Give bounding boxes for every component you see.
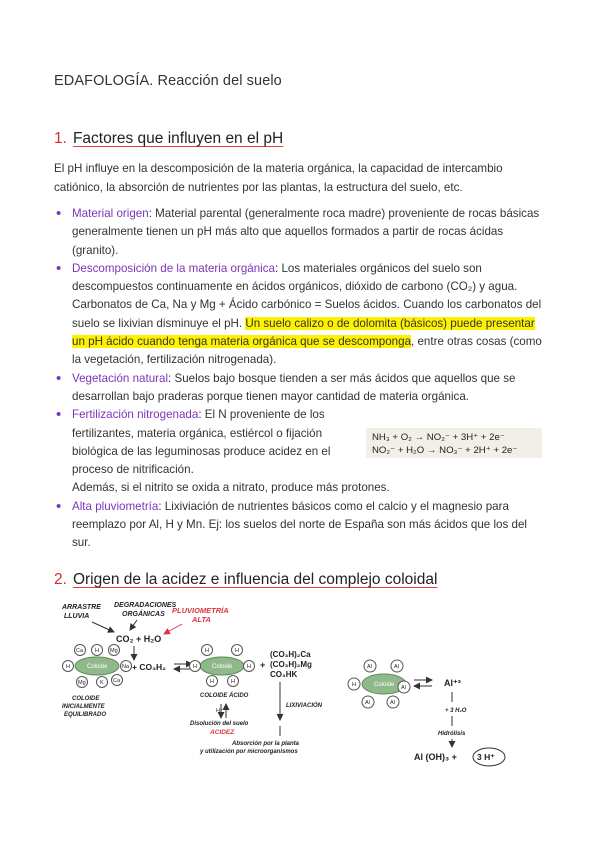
cation-al-label: Al	[367, 664, 372, 670]
product-mg: (CO₃H)₂Mg	[270, 660, 312, 669]
h2o-label: + 3 H₂O	[445, 708, 467, 714]
cation-al-label: Al	[394, 664, 399, 670]
section-2-title: Origen de la acidez e influencia del complejo coloidal	[72, 571, 438, 588]
document-title: EDAFOLOGÍA. Reacción del suelo	[54, 73, 282, 89]
pluviometria-label: PLUVIOMETRÍA	[172, 606, 229, 615]
colloid-acid-label: COLOIDE ÁCIDO	[200, 693, 249, 699]
equation-line: NO₂⁻ + H₂O → NO₃⁻ + 2H⁺ + 2e⁻	[372, 445, 518, 456]
cation-h-label: H	[95, 648, 99, 654]
cation-h-label: H	[66, 664, 70, 670]
section-2-number: 2.	[54, 571, 67, 588]
list-item	[54, 498, 544, 553]
acidez-label: ACIDEZ	[210, 729, 235, 736]
hidrolisis-label: Hidrólisis	[438, 731, 466, 737]
colloid-eq-label-3: EQUILIBRADO	[64, 712, 106, 718]
section-1-title: Factores que influyen en el pH	[72, 130, 284, 147]
section-1-heading	[54, 130, 283, 148]
absorcion-label-2: y utilización por microorganismos	[200, 749, 298, 755]
cation-al-label: Al	[401, 685, 406, 691]
list-item	[54, 260, 544, 370]
nitrification-equations	[366, 428, 542, 458]
cation-na-label: Na	[122, 664, 130, 670]
cation-al-label: Al	[365, 700, 370, 706]
alta-label: ALTA	[192, 615, 211, 624]
cation-h-label: H	[193, 664, 197, 670]
cation-h-label: H	[247, 664, 251, 670]
colloid-eq-label-1: COLOIDE	[72, 696, 100, 702]
factor-text-extra: Además, si el nitrito se oxida a nitrato, produce más protones.	[72, 481, 390, 495]
equation-line: NH₃ + O₂ → NO₂⁻ + 3H⁺ + 2e⁻	[372, 432, 505, 443]
lixiviacion-label: LIXIVIACIÓN	[286, 703, 323, 709]
arrow	[92, 622, 114, 632]
factor-text-tail: , entre otras cosas (como la vegetación, fertilización nitrogenada).	[72, 335, 542, 367]
colloid-label: Coloide	[212, 664, 233, 670]
arrastre-label: ARRASTRE	[62, 604, 101, 611]
aloh3-formula: Al (OH)₃ +	[414, 752, 457, 762]
colloid-eq-label-2: INICIALMENTE	[62, 704, 105, 710]
factor-text: : Suelos bajo bosque tienden a ser más ácidos que aquellos que se desarrollan bajo praderas porque tienen mayor cantidad de materia orgánica.	[72, 371, 516, 403]
three-hplus: 3 H⁺	[477, 752, 495, 762]
intro-paragraph: El pH influye en la descomposición de la materia orgánica, la capacidad de intercambio catiónico, la absorción de nutrientes por las plantas, la estructura del suelo, etc.	[54, 162, 503, 194]
factor-text: : Lixiviación de nutrientes básicos como el calcio y el magnesio para reemplazo por Al, H y Mn. Ej: los suelos del norte de España son más ácidos que los del sur.	[72, 499, 527, 550]
plus-sign: +	[260, 660, 266, 670]
product-ca: (CO₃H)₂Ca	[270, 650, 311, 659]
section-2-heading	[54, 571, 437, 589]
acidity-diagram	[52, 600, 547, 772]
factor-text: : El N proveniente de los fertilizantes, materia orgánica, estiércol o fijación biológica de las leguminosas produce acidez en el proceso de nitrificación.	[72, 408, 331, 477]
factors-list	[54, 205, 544, 553]
factor-text: : Los materiales orgánicos del suelo son descompuestos continuamente en ácidos orgánicos, dióxido de carbono (CO₂) y agua. Carbonatos de Ca, Na y Mg + Ácido carbónico = Suelos ácidos. Cuando los carbonatos del suelo se lixivian disminuye el pH.	[72, 261, 542, 330]
factor-term: Fertilización nitrogenada	[72, 408, 199, 422]
disolucion-label: Disolución del suelo	[190, 721, 249, 727]
factor-text: : Material parental (generalmente roca madre) proveniente de rocas básicas generalmente tienen un pH más alto que aquellos formados a partir de rocas ácidas (granito).	[72, 207, 540, 257]
cation-mg-label: Mg	[78, 680, 86, 686]
factor-term: Alta pluviometría	[72, 499, 159, 513]
factor-term: Material origen	[72, 207, 149, 220]
arrow	[164, 624, 182, 634]
colloid-label: Coloide	[374, 682, 395, 688]
cation-k-label: K	[100, 680, 104, 686]
list-item	[54, 205, 544, 260]
factor-term: Vegetación natural	[72, 371, 169, 385]
co2-h2o-formula: CO₂ + H₂O	[116, 634, 162, 644]
colloid-label: Coloide	[87, 664, 108, 670]
al3-ion: Al⁺³	[444, 678, 461, 688]
highlighted-text: Un suelo calizo o de dolomita (básicos) puede presentar un pH ácido cuando tenga materia orgánica que se descomponga	[72, 316, 535, 349]
co3h2-formula: + CO₃H₂	[132, 662, 166, 672]
product-k: CO₃HK	[270, 670, 298, 679]
lluvia-label: LLUVIA	[64, 613, 90, 620]
degradaciones-label: DEGRADACIONES	[114, 602, 177, 609]
cation-h-label: H	[235, 648, 239, 654]
cation-h-label: H	[205, 648, 209, 654]
arrow	[130, 620, 137, 630]
cation-h-label: H	[352, 682, 356, 688]
cation-h-label: H	[231, 679, 235, 685]
absorcion-label-1: Absorción por la planta	[232, 741, 300, 747]
cation-mg-label: Mg	[110, 648, 118, 654]
factor-term: Descomposición de la materia orgánica	[72, 261, 275, 275]
section-1-number: 1.	[54, 130, 67, 147]
hplus-label: H⁺	[216, 708, 223, 714]
list-item	[54, 370, 544, 407]
organicas-label: ORGÁNICAS	[122, 611, 165, 618]
cation-al-label: Al	[390, 700, 395, 706]
cation-ca-label: Ca	[76, 648, 84, 654]
cation-h-label: H	[210, 679, 214, 685]
cation-ca-label: Ca	[113, 678, 121, 684]
